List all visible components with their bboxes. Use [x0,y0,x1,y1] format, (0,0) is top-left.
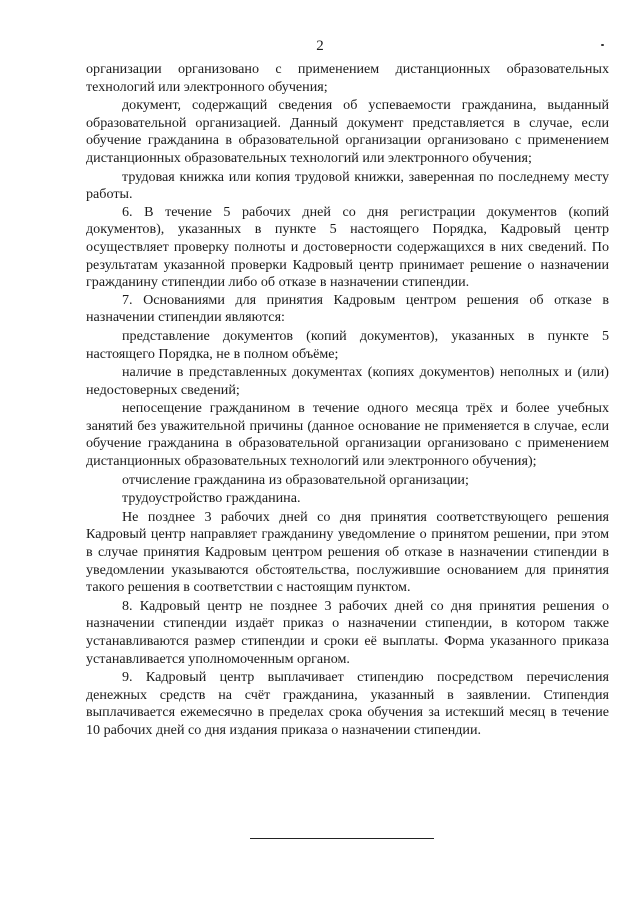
paragraph: отчисление гражданина из образовательной организации; [122,471,469,488]
paragraph: 9. Кадровый центр выплачивает стипендию посредством перечисления денежных средств на счёт гражданина, указанный в заявлении. Стипендия выплачивается ежемесячно в пределах срока обучения за истекший месяц в течение 10 рабочих дней со дня издания приказа о назначении стипендии. [86,669,609,738]
footer-divider [250,838,434,839]
paragraph: 8. Кадровый центр не позднее 3 рабочих дней со дня принятия решения о назначении стипендии издаёт приказ о назначении стипендии, в котором также устанавливаются размер стипендии и сроки её выплаты. Форма указанного приказа устанавливается уполномоченным органом. [86,597,609,667]
paragraph: Не позднее 3 рабочих дней со дня принятия соответствующего решения Кадровый центр направляет гражданину уведомление о принятом решении, при этом в случае принятия Кадровым центром решения об отказе в назначении стипендии в уведомлении указываются обстоятельства, послужившие основанием для принятия такого решения в соответствии с настоящим пунктом. [86,508,609,596]
paragraph: организации организовано с применением дистанционных образовательных технологий или электронного обучения; [86,61,609,95]
paragraph: 7. Основаниями для принятия Кадровым центром решения об отказе в назначении стипендии являются: [86,291,609,326]
scan-speck [601,44,604,46]
paragraph: наличие в представленных документах (копиях документов) неполных и (или) недостоверных сведений; [86,364,609,398]
paragraph: 6. В течение 5 рабочих дней со дня регистрации документов (копий документов), указанных в пункте 5 настоящего Порядка, Кадровый центр осуществляет проверку полноты и достоверности содержащихся в них сведений. По результатам указанной проверки Кадровый центр принимает решение о назначении гражданину стипендии либо об отказе в назначении стипендии. [86,203,609,291]
paragraph: трудоустройство гражданина. [122,490,301,507]
paragraph: представление документов (копий документов), указанных в пункте 5 настоящего Порядка, не в полном объёме; [86,327,609,362]
paragraph: документ, содержащий сведения об успеваемости гражданина, выданный образовательной организацией. Данный документ представляется в случае, если обучение гражданина в образовательной организации организовано с применением дистанционных образовательных технологий или электронного обучения; [86,97,609,166]
paragraph: непосещение гражданином в течение одного месяца трёх и более учебных занятий без уважительной причины (данное основание не применяется в случае, если обучение гражданина в образовательной организации организовано с применением дистанционных образовательных технологий или электронного обучения); [86,400,609,470]
document-body [86,61,609,740]
page-number: 2 [316,38,324,54]
paragraph: трудовая книжка или копия трудовой книжки, заверенная по последнему месту работы. [86,168,609,203]
